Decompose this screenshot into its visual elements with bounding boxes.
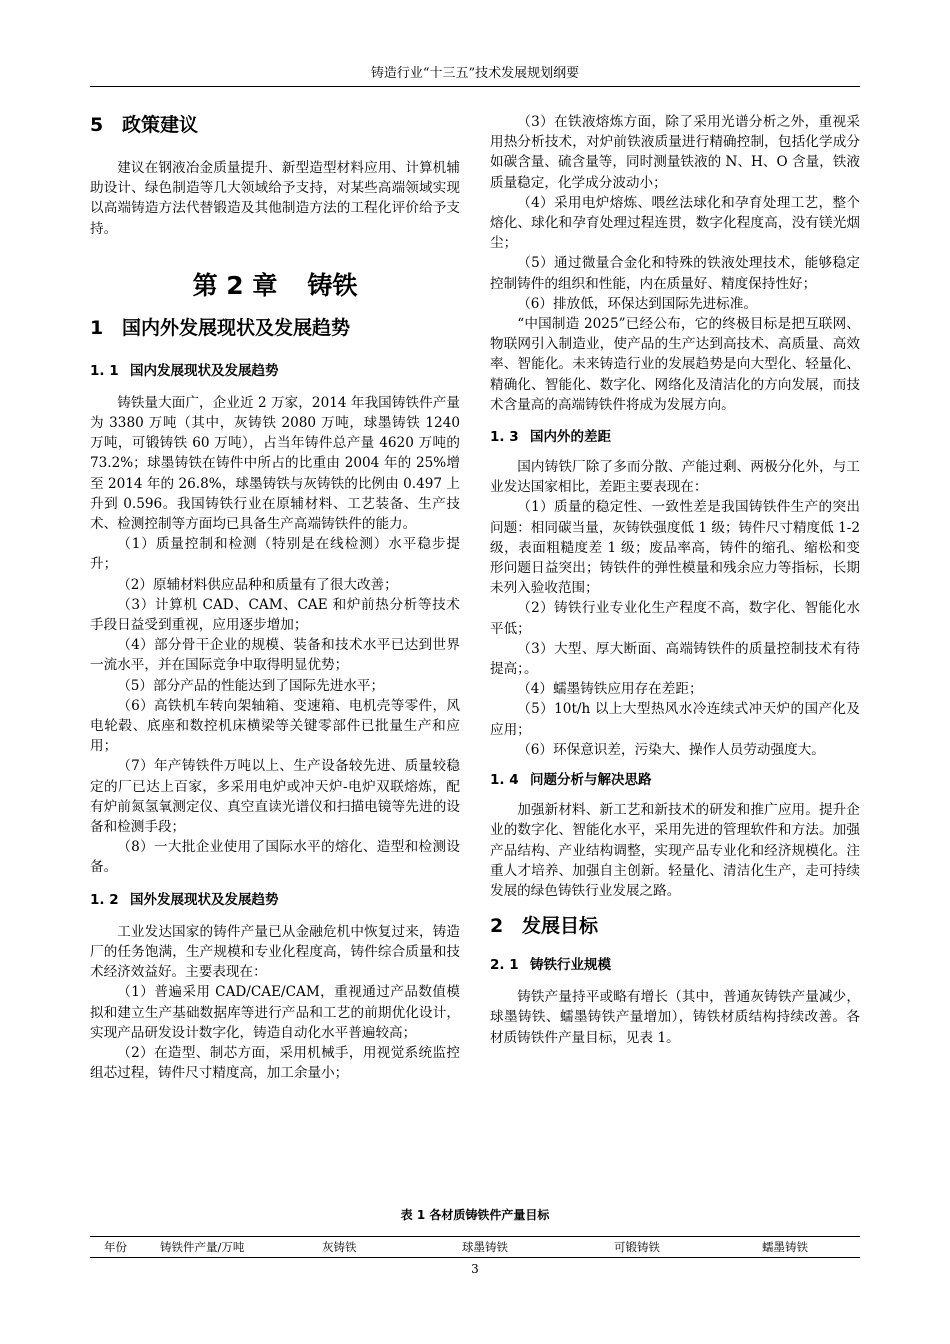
list-item: （4）蠕墨铸铁应用存在差距； [517, 681, 703, 698]
section-heading: 5 政策建议 [90, 114, 199, 136]
paragraph: 铸铁产量持平或略有增长（其中，普通灰铸铁产量减少，球墨铸铁、蠕墨铸铁产量增加），铸铁材质结构持续改善。各材质铸铁件产量目标，见表 1。 [490, 989, 860, 1046]
list-item: （1）普遍采用 CAD/CAE/CAM，重视通过产品数值模拟和建立生产基础数据库等进行产品和工艺的前期优化设计，实现产品研发设计数字化，铸造自动化水平普遍较高； [90, 984, 460, 1041]
table-header-cell: 可锻铸铁 [614, 1240, 660, 1254]
left-column [90, 104, 460, 1083]
subsection-heading: 2. 1 铸铁行业规模 [490, 957, 611, 974]
list-item: （1）质量的稳定性、一致性差是我国铸铁件生产的突出问题：相同碳当量，灰铸铁强度低 1 级；铸件尺寸精度低 1-2 级，表面粗糙度差 1 级；废品率高，铸件的缩孔、缩松和变形问题日益突出；铸铁件的弹性模量和残余应力等指标，长期未列入验收范围； [490, 499, 860, 597]
subsection-heading: 1. 3 国内外的差距 [490, 429, 611, 446]
chapter-title: 第 2 章 铸铁 [192, 270, 358, 300]
table-header-cell: 蠕墨铸铁 [762, 1240, 808, 1254]
section-heading: 1 国内外发展现状及发展趋势 [90, 316, 351, 339]
table-header-cell: 年份 [104, 1240, 127, 1254]
list-item: （1）质量控制和检测（特别是在线检测）水平稳步提升； [90, 536, 460, 573]
table-caption: 表 1 各材质铸铁件产量目标 [400, 1208, 550, 1222]
list-item: （6）环保意识差，污染大、操作人员劳动强度大。 [517, 741, 825, 758]
paragraph: 国内铸铁厂除了多而分散、产能过剩、两极分化外，与工业发达国家相比，差距主要表现在： [490, 459, 860, 496]
paragraph: 工业发达国家的铸件产量已从金融危机中恢复过来，铸造厂的任务饱满，生产规模和专业化程度高，铸件综合质量和技术经济效益好。主要表现在： [90, 923, 460, 981]
subsection-heading: 1. 1 国内发展现状及发展趋势 [90, 362, 279, 379]
section-heading: 2 发展目标 [490, 915, 599, 938]
list-item: （5）10t/h 以上大型热风水冷连续式冲天炉的国产化及应用； [490, 701, 860, 738]
paragraph: 加强新材料、新工艺和新技术的研发和推广应用。提升企业的数字化、智能化水平，采用先进的管理软件和方法。加强产品结构、产业结构调整，实现产品专业化和经济规模化。注重人才培养、加强自主创新。轻量化、清洁化生产，走可持续发展的绿色铸铁行业发展之路。 [490, 802, 860, 899]
list-item: （2）铸铁行业专业化生产程度不高，数字化、智能化水平低； [490, 600, 860, 637]
list-item: （4）部分骨干企业的规模、装备和技术水平已达到世界一流水平，并在国际竞争中取得明显优势； [90, 637, 460, 674]
list-item: （6）排放低，环保达到国际先进标准。 [517, 295, 757, 312]
list-item: （3）计算机 CAD、CAM、CAE 和炉前热分析等技术手段日益受到重视，应用逐步增加； [90, 596, 460, 634]
page-number: 3 [471, 1262, 479, 1276]
list-item: （3）大型、厚大断面、高端铸铁件的质量控制技术有待提高；。 [490, 640, 860, 678]
paragraph: “中国制造 2025”已经公布，它的终极目标是把互联网、物联网引入制造业，使产品的生产达到高技术、高质量、高效率、智能化。未来铸造行业的发展趋势是向大型化、轻量化、精确化、智能化、数字化、网络化及清洁化的方向发展，而技术含量高的高端铸铁件将成为发展方向。 [490, 316, 860, 413]
list-item: （2）在造型、制芯方面，采用机械手，用视觉系统监控组芯过程，铸件尺寸精度高，加工余量小； [90, 1044, 460, 1082]
list-item: （5）部分产品的性能达到了国际先进水平； [117, 677, 385, 694]
table-header-cell: 球墨铸铁 [462, 1240, 508, 1254]
table-header-row [90, 1236, 860, 1258]
list-item: （4）采用电炉熔炼、喂丝法球化和孕育处理工艺，整个熔化、球化和孕育处理过程连贯，数字化程度高，没有镁光烟尘； [490, 194, 860, 252]
list-item: （7）年产铸铁件万吨以上、生产设备较先进、质量较稳定的厂已达上百家，多采用电炉或冲天炉-电炉双联熔炼，配有炉前氮氢氧测定仪、真空直读光谱仪和扫描电镜等先进的设备和检测手段； [90, 758, 460, 836]
subsection-heading: 1. 4 问题分析与解决思路 [490, 772, 652, 789]
list-item: （8）一大批企业使用了国际水平的熔化、造型和检测设备。 [90, 839, 460, 876]
table-header-cell: 灰铸铁 [322, 1240, 357, 1254]
list-item: （3）在铁液熔炼方面，除了采用光谱分析之外，重视采用热分析技术，对炉前铁液质量进行精确控制，包括化学成分如碳含量、硫含量等，同时测量铁液的 N、H、O 含量，铁液质量稳定，化学成分波动小； [490, 114, 860, 191]
table-header-cell: 铸铁件产量/万吨 [160, 1240, 245, 1254]
right-column [490, 112, 860, 1048]
running-header: 铸造行业“十三五”技术发展规划纲要 [90, 62, 860, 87]
list-item: （5）通过微量合金化和特殊的铁液处理技术，能够稳定控制铸件的组织和性能，内在质量好、精度保持性好； [490, 255, 860, 292]
subsection-heading: 1. 2 国外发展现状及发展趋势 [90, 891, 279, 908]
paragraph: 铸铁量大面广，企业近 2 万家，2014 年我国铸铁件产量为 3380 万吨（其中，灰铸铁 2080 万吨，球墨铸铁 1240 万吨，可锻铸铁 60 万吨），占当年铸件总产量 4620 万吨的 73.2%；球墨铸铁在铸件中所占的比重由 2004 年的 25%增至 2014 年的 26.8%，球墨铸铁与灰铸铁的比例由 0.497 上升到 0.596。我国铸铁行业在原辅材料、工艺装备、生产技术、检测控制等方面均已具备生产高端铸铁件的能力。 [90, 394, 460, 533]
paragraph: 建议在钢液冶金质量提升、新型造型材料应用、计算机辅助设计、绿色制造等几大领域给予支持，对某些高端领域实现以高端铸造方法代替锻造及其他制造方法的工程化评价给予支持。 [90, 160, 460, 237]
list-item: （2）原辅材料供应品种和质量有了很大改善； [117, 576, 398, 593]
list-item: （6）高铁机车转向架轴箱、变速箱、电机壳等零件，风电轮毂、底座和数控机床横梁等关键零部件已批量生产和应用； [90, 697, 460, 755]
